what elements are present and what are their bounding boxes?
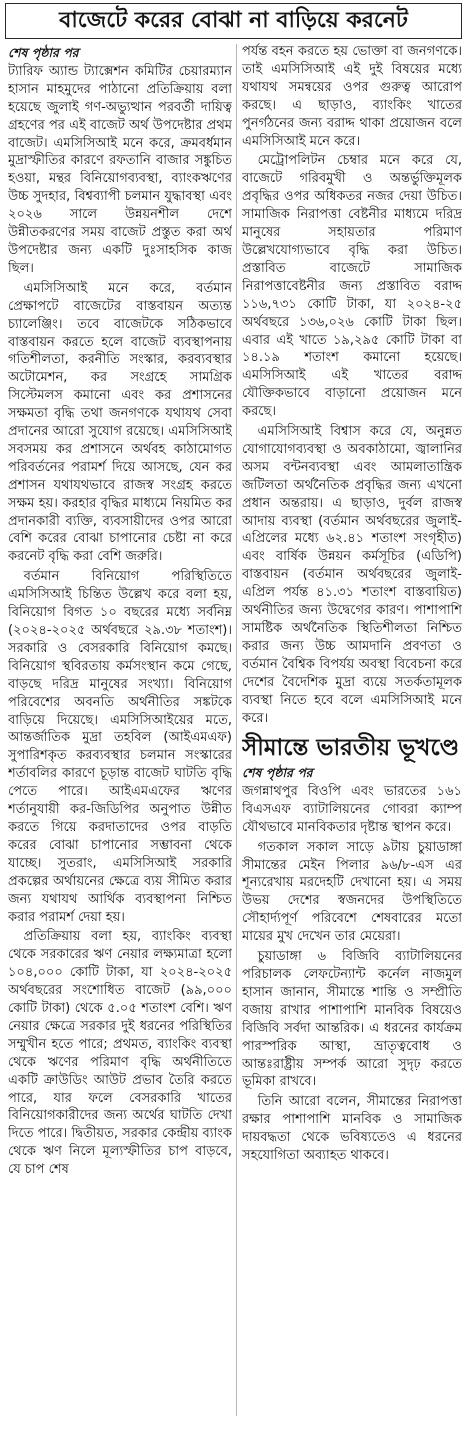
left-column [8, 44, 232, 1416]
story2-paragraph: গতকাল সকাল সাড়ে ৯টায় চুয়াডাঙ্গা সীমান্তের মেইন পিলার ৯৬/৮-এস এর শূন্যরেখায় মরদেহটি দেখানো হয়। এ সময় উভয় দেশের স্বজনদের উপস্থিতিতে সৌহার্দ্যপূর্ণ পরিবেশে শেষবারের মতো মায়ের মুখ দেখেন তার মেয়েরা। [242, 839, 462, 945]
story1-paragraph: মেট্রোপলিটন চেম্বার মনে করে যে, বাজেটে গরিবমুখী ও অন্তর্ভুক্তিমূলক প্রবৃদ্ধির ওপর অধিকতর নজর দেয়া উচিত। সামাজিক নিরাপত্তা বেষ্টনীর মাধ্যমে দরিদ্র মানুষের সহায়তার পরিমাণ উল্লেখযোগ্যভাবে বৃদ্ধি করা উচিত। প্রস্তাবিত বাজেটে সামাজিক নিরাপত্তাবেষ্টনীর জন্য প্রস্তাবিত বরাদ্দ ১১৬,৭৩১ কোটি টাকা, যা ২০২৪-২৫ অর্থবছরে ১৩৬,০২৬ কোটি টাকা ছিল। এবার এই খাতে ১৯,২৯৫ কোটি টাকা বা ১৪.১৯ শতাংশ কমানো হয়েছে। এমসিসিআই এই খাতের বরাদ্দ যৌক্তিকভাবে বাড়ানো প্রয়োজন মনে করছে। [242, 153, 462, 420]
column-divider [236, 44, 237, 1416]
story2-paragraph: চুয়াডাঙ্গা ৬ বিজিবি ব্যাটালিয়নের পরিচালক লেফটেন্যান্ট কর্নেল নাজমুল হাসান জানান, সীমান্তে শান্তি ও সম্প্রীতি বজায় রাখার পাশাপাশি মানবিক বিষয়েও বিজিবি সর্বদা আন্তরিক। এ ধরনের কার্যক্রম পারস্পরিক আস্থা, ভ্রাতৃত্ববোধ ও আন্তঃরাষ্ট্রীয় সম্পর্ক আরো সুদৃঢ় করতে ভূমিকা রাখবে। [242, 949, 462, 1090]
story2-paragraph: তিনি আরো বলেন, সীমান্তের নিরাপত্তা রক্ষার পাশাপাশি মানবিক ও সামাজিক দায়বদ্ধতা থেকে ভবিষ্যতেও এ ধরনের সহযোগিতা অব্যাহত থাকবে। [242, 1094, 462, 1164]
story1-paragraph-continued: পর্যন্ত বহন করতে হয় ভোক্তা বা জনগণকে। তাই এমসিসিআই এই দুই বিষয়ের মধ্যে যথাযথ সমন্বয়ের ওপর গুরুত্ব আরোপ করছে। এ ছাড়াও, ব্যাংকিং খাতের পুনর্গঠনের জন্য বরাদ্দ থাকা প্রয়োজন বলে এমসিসিআই মনে করে। [242, 44, 462, 149]
story2-continued-label: শেষ পৃষ্ঠার পর [242, 765, 313, 781]
story1-paragraph: বর্তমান বিনিয়োগ পরিস্থিতিতে এমসিসিআই চিন্তিত উল্লেখ করে বলা হয়, বিনিয়োগ বিগত ১০ বছরের মধ্যে সর্বনিম্ন (২০২৪-২০২৫ অর্থবছরে ২৯.৩৮ শতাংশ)। সরকারি ও বেসরকারি বিনিয়োগ কমছে। বিনিয়োগ স্থবিরতায় কর্মসংস্থান কমে গেছে, বাড়ছে দরিদ্র মানুষের সংখ্যা। বিনিয়োগ পরিবেশের অবনতি অর্থনীতির সঙ্কটকে বাড়িয়ে দিয়েছে। এমসিসিআইয়ের মতে, আন্তর্জাতিক মুদ্রা তহবিল (আইএমএফ) সুপারিশকৃত করব্যবস্থার চলমান সংস্কারের শর্তাবলির কারণে চূড়ান্ত বাজেট ঘাটতি বৃদ্ধি পেতে পারে। আইএমএফের ঋণের শর্তানুযায়ী কর-জিডিপির অনুপাত উন্নীত করতে গিয়ে করদাতাদের ওপর বাড়তি করের বোঝা চাপানোর সম্ভাবনা থেকে যাচ্ছে। সুতরাং, এমসিসিআই সরকারি প্রকল্পের অর্থায়নের ক্ষেত্রে ব্যয় সীমিত করার জন্য যথাযথ আর্থিক ব্যবস্থাপনা নিশ্চিত করার পরামর্শ দেয়া হয়। [8, 569, 232, 925]
story1-headline-box [5, 3, 462, 39]
story1-paragraph: প্রতিক্রিয়ায় বলা হয়, ব্যাংকিং ব্যবস্থা থেকে সরকারের ঋণ নেয়ার লক্ষ্যমাত্রা হলো ১০৪,০০০ কোটি টাকা, যা ২০২৪-২০২৫ অর্থবছরের সংশোধিত বাজেট (৯৯,০০০ কোটি টাকা) থেকে ৫.০৫ শতাংশ বেশি। ঋণ নেয়ার ক্ষেত্রে সরকার দুই ধরনের পরিস্থিতির সম্মুখীন হতে পারে; প্রথমত, ব্যাংকিং ব্যবস্থা থেকে ঋণের পরিমাণ বৃদ্ধি অর্থনীতিতে একটি ক্রাউডিং আউট প্রভাব তৈরি করতে পারে, যার ফলে বেসরকারি খাতের বিনিয়োগকারীদের জন্য অর্থের ঘাটতি দেখা দিতে পারে। দ্বিতীয়ত, সরকার কেন্দ্রীয় ব্যাংক থেকে ঋণ নিলে মূল্যস্ফীতির চাপ বাড়বে, যে চাপ শেষ [8, 929, 232, 1178]
story2-paragraph: জগন্নাথপুর বিওপি এবং ভারতের ১৬১ বিএসএফ ব্যাটালিয়নের গোবরা ক্যাম্প যৌথভাবে মানবিকতার দৃষ্টান্ত স্থাপন করে। [242, 783, 462, 835]
story2-headline: সীমান্তে ভারতীয় ভূখণ্ডে [242, 735, 460, 762]
story1-paragraph: এমসিসিআই মনে করে, বর্তমান প্রেক্ষাপটে বাজেটের বাস্তবায়ন অত্যন্ত চ্যালেঞ্জিং। তবে বাজেটকে সঠিকভাবে বাস্তবায়ন করতে হলে বাজেট ব্যবস্থাপনায় গতিশীলতা, করনীতি সংস্কার, করব্যবস্থার অটোমেশন, কর সংগ্রহে সামগ্রিক সিস্টেমলস কমানো এবং কর প্রশাসনের সক্ষমতা বৃদ্ধি তথা জনগণকে যথাযথ সেবা প্রদানের আরো সুযোগ রয়েছে। এমসিসিআই সবসময় কর প্রশাসনে অর্থবহ কাঠামোগত পরিবর্তনের পরামর্শ দিয়ে আসছে, যেন কর প্রশাসন যথাযথভাবে রাজস্ব সংগ্রহ করতে সক্ষম হয়। করহার বৃদ্ধির মাধ্যমে নিয়মিত কর প্রদানকারী ব্যক্তি, ব্যবসায়ীদের ওপর আরো বেশি করের বোঝা চাপানোর চেষ্টা না করে করনেট বৃদ্ধি করা বেশি জরুরি। [8, 280, 232, 565]
story1-continued-label: শেষ পৃষ্ঠার পর [8, 45, 79, 60]
story1-headline: বাজেটে করের বোঝা না বাড়িয়ে করনেট [59, 8, 408, 33]
story1-paragraph: ট্যারিফ অ্যান্ড ট্যাক্সেশন কমিটির চেয়ারম্যান হাসান মাহমুদের পাঠানো প্রতিক্রিয়ায় বলা হয়েছে জুলাই গণ-অভ্যুত্থান পরবর্তী দায়িত্ব গ্রহণের পর এই বাজেট অর্থ উপদেষ্টার প্রথম বাজেট। এমসিসিআই মনে করে, ক্রমবর্ধমান মুদ্রাস্ফীতির কারণে রফতানি বাজার সঙ্কুচিত হওয়া, মন্থর বিনিয়োগব্যবস্থা, ব্যাংকঋণের উচ্চ সুদহার, বিশ্বব্যাপী চলমান যুদ্ধাবস্থা এবং ২০২৬ সালে উন্নয়নশীল দেশে উন্নীতকরণের সময় বাজেট প্রস্তুত করা অর্থ উপদেষ্টার জন্য একটি দুঃসাহসিক কাজ ছিল। [8, 63, 232, 276]
story1-paragraph: এমসিসিআই বিশ্বাস করে যে, অনুন্নত যোগাযোগব্যবস্থা ও অবকাঠামো, জ্বালানির অসম বন্টনব্যবস্থা এবং আমলাতান্ত্রিক জটিলতা অর্থনৈতিক প্রবৃদ্ধির জন্য এখনো প্রধান অন্তরায়। এ ছাড়াও, দুর্বল রাজস্ব আদায় ব্যবস্থা (বর্তমান অর্থবছরের জুলাই-এপ্রিলের মধ্যে ৬২.৪১ শতাংশ সংগৃহীত) এবং বার্ষিক উন্নয়ন কর্মসূচির (এডিপি) বাস্তবায়ন (বর্তমান অর্থবছরের জুলাই-এপ্রিল পর্যন্ত ৪১.৩১ শতাংশ বাস্তবায়িত) অর্থনীতির জন্য উদ্বেগের কারণ। পাশাপাশি সামষ্টিক অর্থনৈতিক স্থিতিশীলতা নিশ্চিত করার জন্য উচ্চ আমদানি প্রবণতা ও বর্তমান বৈশ্বিক বিপর্যয় অবস্থা বিবেচনা করে দেশের বৈদেশিক মুদ্রা ব্যয়ে সতর্কতামূলক ব্যবস্থা নিতে হবে বলে এমসিসিআই মনে করে। [242, 424, 462, 726]
right-column [242, 43, 462, 1419]
